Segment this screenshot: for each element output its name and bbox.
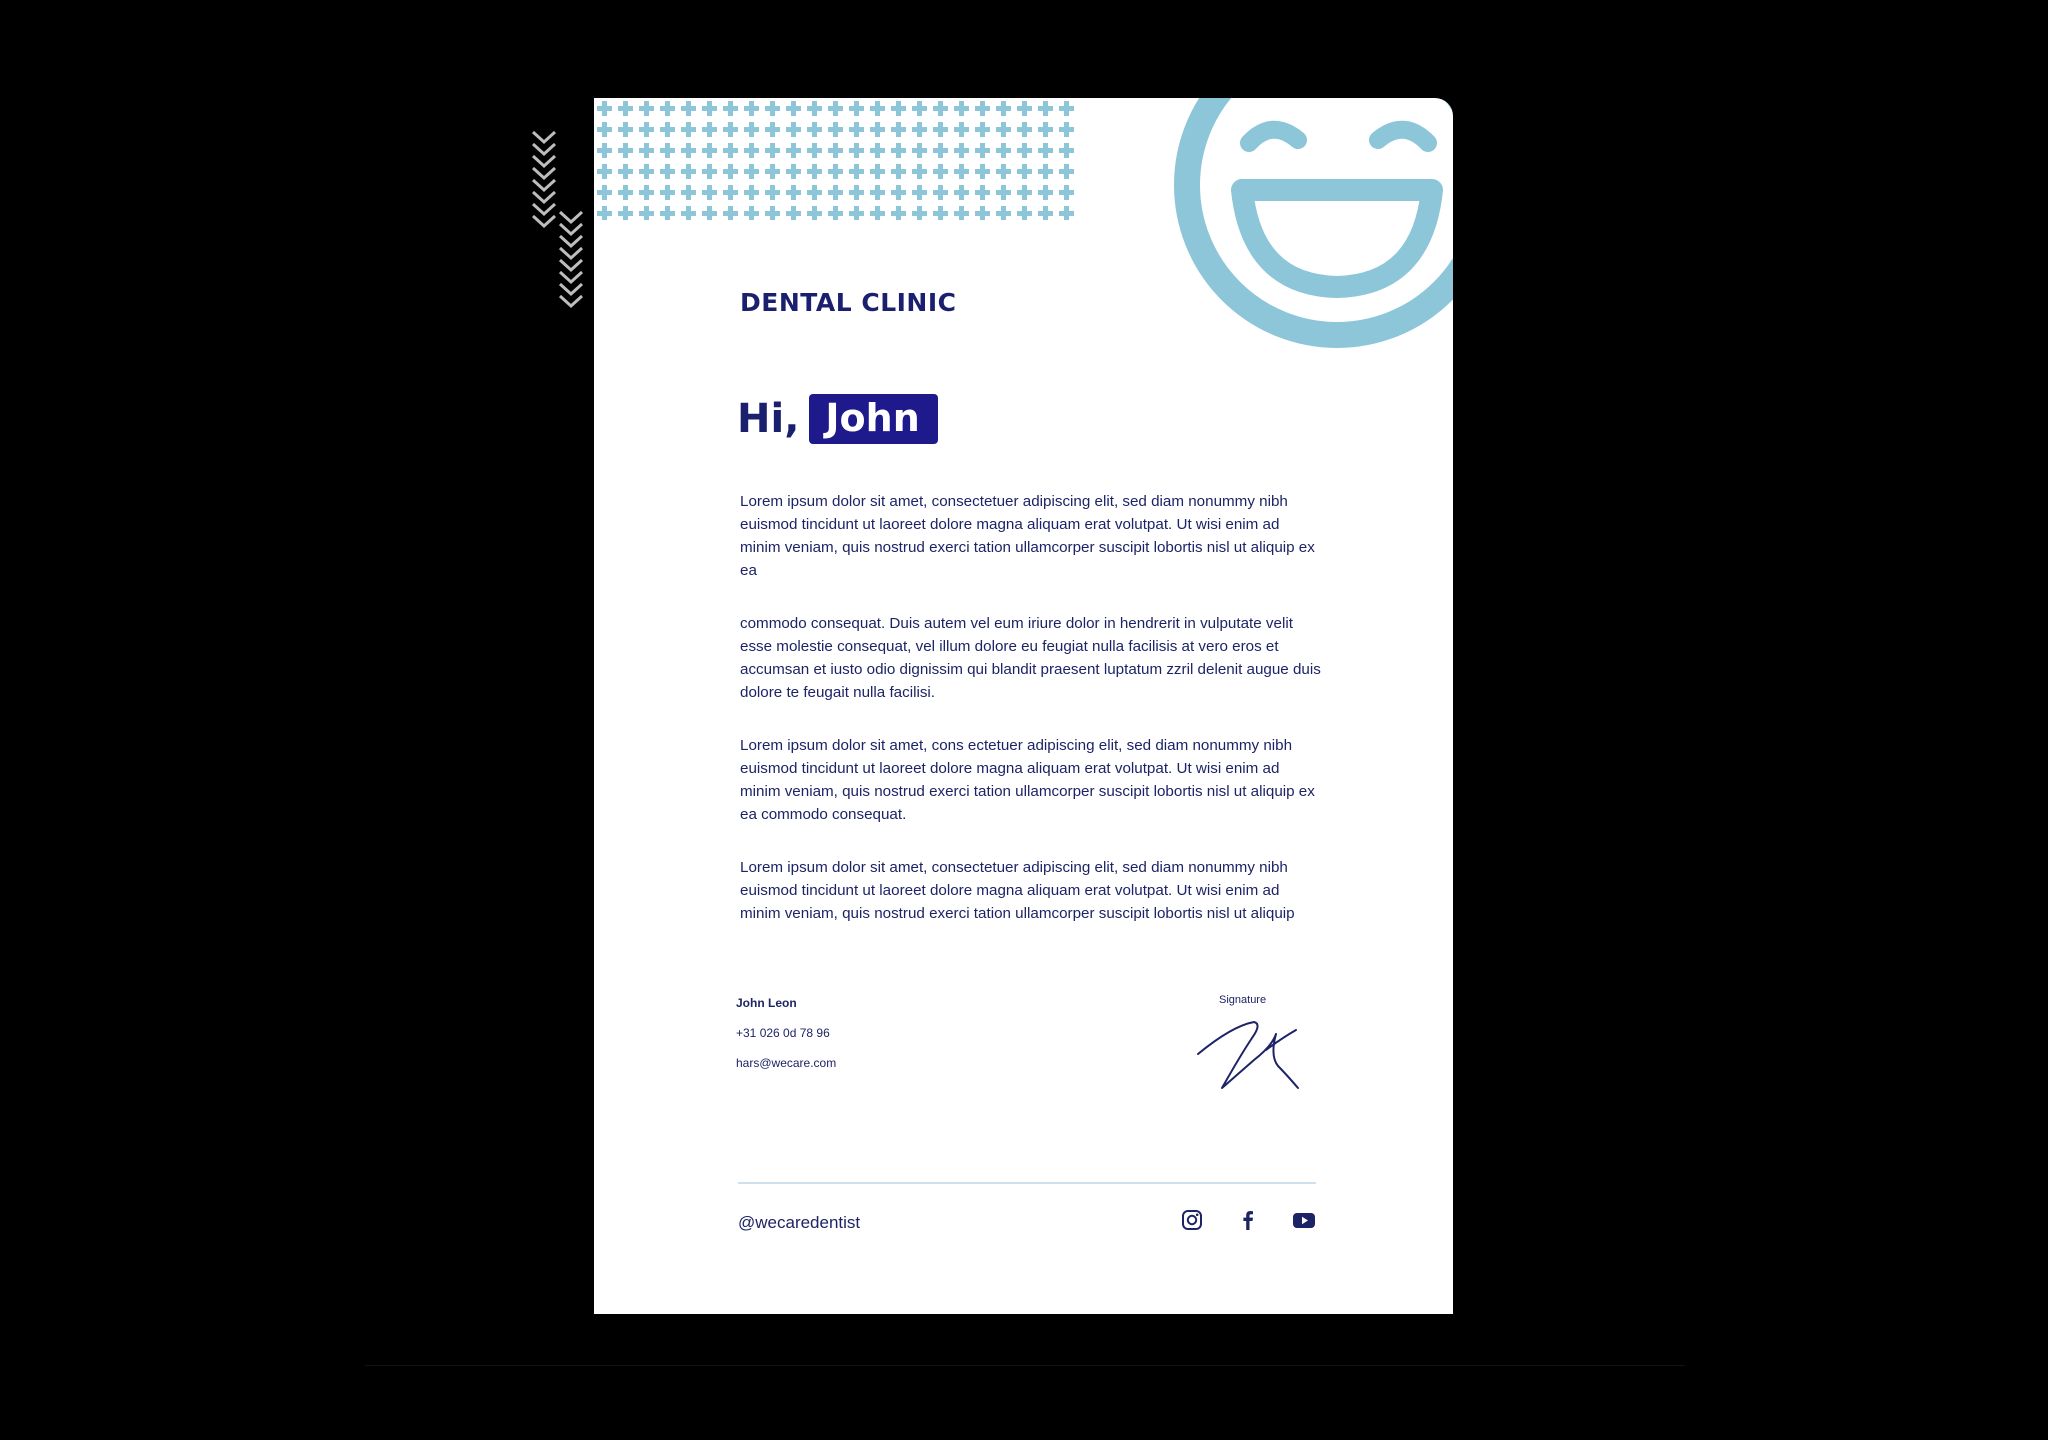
- handwritten-signature: [1192, 1016, 1312, 1096]
- chevron-arrows-icon: [530, 128, 558, 238]
- sender-email: hars@wecare.com: [736, 1056, 837, 1070]
- floor-line: [365, 1365, 1685, 1366]
- cross-pattern: [594, 98, 1080, 220]
- clinic-name: DENTAL CLINIC: [740, 288, 957, 317]
- letter-body: [740, 490, 1322, 955]
- instagram-icon[interactable]: [1180, 1208, 1204, 1232]
- sender-name: John Leon: [736, 996, 797, 1010]
- facebook-icon[interactable]: [1236, 1208, 1260, 1232]
- smiley-face-icon: [1132, 98, 1453, 390]
- recipient-name-badge: John: [809, 394, 937, 444]
- letter-page: [594, 98, 1453, 1314]
- body-paragraph: Lorem ipsum dolor sit amet, consectetuer adipiscing elit, sed diam nonummy nibh euismod tincidunt ut laoreet dolore magna aliquam erat volutpat. Ut wisi enim ad minim veniam, quis nostrud exerci tation ullamcorper suscipit lobortis nisl ut aliquip ex ea: [740, 493, 1315, 579]
- youtube-icon[interactable]: [1292, 1208, 1316, 1232]
- social-handle: @wecaredentist: [738, 1213, 861, 1232]
- sender-phone: +31 026 0d 78 96: [736, 1026, 830, 1040]
- body-paragraph: Lorem ipsum dolor sit amet, consectetuer adipiscing elit, sed diam nonummy nibh euismod tincidunt ut laoreet dolore magna aliquam erat volutpat. Ut wisi enim ad minim veniam, quis nostrud exerci tation ullamcorper suscipit lobortis nisl ut aliquip: [740, 859, 1295, 922]
- sender-info: [736, 996, 836, 1086]
- greeting: [737, 394, 938, 444]
- footer-divider: [738, 1182, 1316, 1184]
- chevron-arrows-icon: [557, 208, 585, 318]
- body-paragraph: commodo consequat. Duis autem vel eum iriure dolor in hendrerit in vulputate velit esse molestie consequat, vel illum dolore eu feugiat nulla facilisis at vero eros et accumsan et iusto odio dignissim qui blandit praesent luptatum zzril delenit augue duis dolore te feugait nulla facilisi.: [740, 615, 1321, 701]
- greeting-salutation: Hi,: [737, 396, 800, 442]
- body-paragraph: Lorem ipsum dolor sit amet, cons ectetuer adipiscing elit, sed diam nonummy nibh euismod tincidunt ut laoreet dolore magna aliquam erat volutpat. Ut wisi enim ad minim veniam, quis nostrud exerci tation ullamcorper suscipit lobortis nisl ut aliquip ex ea commodo consequat.: [740, 737, 1315, 823]
- signature-label: Signature: [1219, 994, 1267, 1006]
- social-icons: [1180, 1208, 1316, 1232]
